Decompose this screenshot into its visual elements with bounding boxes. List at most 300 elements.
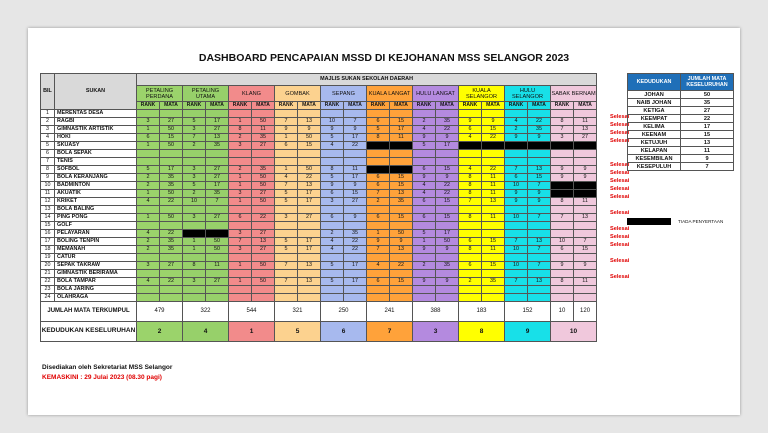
row-number: 10 [41, 182, 55, 190]
position-points: 9 [681, 155, 734, 163]
total-cell: 544 [229, 302, 275, 322]
rank-cell: 10 [505, 182, 528, 190]
status-label: Selesai [610, 274, 630, 280]
legend-label: TIADA PENYERTAAN [678, 219, 724, 224]
mata-cell: 27 [574, 134, 597, 142]
rank-header: RANK [413, 102, 436, 110]
mata-cell [298, 110, 321, 118]
mata-cell [298, 158, 321, 166]
mata-cell: 9 [436, 134, 459, 142]
mata-cell [482, 286, 505, 294]
no-entry-cell [367, 166, 390, 174]
sport-name: RAGBI [55, 118, 137, 126]
mata-cell: 11 [482, 182, 505, 190]
mata-cell [482, 254, 505, 262]
rank-cell [137, 270, 160, 278]
points-row [628, 139, 734, 147]
no-entry-cell [206, 230, 229, 238]
mata-cell [344, 254, 367, 262]
mata-cell [482, 158, 505, 166]
rank-cell: 5 [321, 134, 344, 142]
mata-cell [436, 206, 459, 214]
rank-cell [459, 294, 482, 302]
mata-cell [482, 294, 505, 302]
total-cell: 250 [321, 302, 367, 322]
rank-cell [321, 158, 344, 166]
mata-cell: 50 [436, 238, 459, 246]
district-header: PETALING PERDANA [137, 86, 183, 102]
rank-cell [505, 254, 528, 262]
mata-cell: 11 [390, 134, 413, 142]
rank-cell [551, 158, 574, 166]
rank-cell [551, 222, 574, 230]
rank-cell: 3 [229, 246, 252, 254]
rank-cell [183, 294, 206, 302]
row-number: 18 [41, 246, 55, 254]
mata-cell: 13 [390, 190, 413, 198]
mata-cell: 27 [252, 230, 275, 238]
no-entry-cell [574, 142, 597, 150]
mata-cell [528, 270, 551, 278]
rank-cell: 1 [229, 174, 252, 182]
rank-cell: 6 [321, 214, 344, 222]
row-number: 5 [41, 142, 55, 150]
row-number: 7 [41, 158, 55, 166]
mata-cell: 9 [574, 262, 597, 270]
mata-cell [206, 158, 229, 166]
rank-cell [413, 286, 436, 294]
rank-cell [275, 254, 298, 262]
mata-cell: 50 [298, 134, 321, 142]
mata-cell: 9 [344, 126, 367, 134]
mata-cell [160, 158, 183, 166]
position-name: KETUJUH [628, 139, 681, 147]
mata-cell [528, 206, 551, 214]
mata-cell: 22 [298, 174, 321, 182]
rank-cell [137, 222, 160, 230]
points-header: JUMLAH MATA KESELURUHAN [681, 74, 734, 91]
points-row [628, 163, 734, 171]
mata-cell: 11 [252, 126, 275, 134]
rank-cell [321, 294, 344, 302]
mata-header: MATA [298, 102, 321, 110]
mata-cell [574, 230, 597, 238]
mata-cell: 22 [528, 118, 551, 126]
row-number: 16 [41, 230, 55, 238]
rank-cell: 3 [183, 166, 206, 174]
mata-cell [436, 150, 459, 158]
rank-cell: 4 [505, 118, 528, 126]
rank-cell [551, 150, 574, 158]
rank-cell [183, 286, 206, 294]
mata-cell: 13 [528, 166, 551, 174]
no-entry-cell [528, 142, 551, 150]
legend-swatch [627, 218, 671, 225]
rank-cell: 4 [137, 230, 160, 238]
rank-cell [183, 150, 206, 158]
mata-header: MATA [436, 102, 459, 110]
mata-cell [482, 110, 505, 118]
rank-cell [275, 286, 298, 294]
table-row [41, 174, 597, 182]
mata-cell [528, 150, 551, 158]
mata-cell: 11 [482, 246, 505, 254]
position-name: KELIMA [628, 123, 681, 131]
rank-cell [137, 158, 160, 166]
page-title: DASHBOARD PENCAPAIAN MSSD DI KEJOHANAN MSS SELANGOR 2023 [198, 52, 570, 64]
position-name: KESEMBILAN [628, 155, 681, 163]
rank-cell [137, 294, 160, 302]
mata-cell [390, 270, 413, 278]
rank-cell: 6 [367, 278, 390, 286]
mata-cell [528, 222, 551, 230]
rank-cell: 3 [137, 262, 160, 270]
mata-cell: 27 [206, 214, 229, 222]
rank-cell: 8 [367, 134, 390, 142]
overall-rank-cell: 4 [183, 322, 229, 342]
mata-cell: 50 [252, 118, 275, 126]
rank-cell [183, 254, 206, 262]
mata-cell [298, 150, 321, 158]
rank-cell [229, 110, 252, 118]
table-row [41, 126, 597, 134]
mata-cell: 27 [206, 174, 229, 182]
mata-cell: 11 [482, 174, 505, 182]
mata-cell [160, 286, 183, 294]
mata-cell [528, 158, 551, 166]
sport-name: BOLING TENPIN [55, 238, 137, 246]
mata-cell: 35 [252, 166, 275, 174]
rank-cell: 6 [367, 118, 390, 126]
sport-name: AKUATIK [55, 190, 137, 198]
table-row [41, 166, 597, 174]
mata-cell: 35 [160, 174, 183, 182]
table-row [41, 110, 597, 118]
rank-cell: 7 [367, 190, 390, 198]
position-points: 7 [681, 163, 734, 171]
mata-cell: 9 [574, 174, 597, 182]
overall-rank-cell: 3 [413, 322, 459, 342]
position-points: 11 [681, 147, 734, 155]
mata-cell: 22 [436, 126, 459, 134]
points-row [628, 91, 734, 99]
mata-cell: 27 [160, 118, 183, 126]
mata-cell [390, 222, 413, 230]
mata-cell [160, 294, 183, 302]
row-number: 6 [41, 150, 55, 158]
mata-header: MATA [206, 102, 229, 110]
rank-cell: 6 [459, 126, 482, 134]
rank-cell: 6 [505, 174, 528, 182]
mata-cell [436, 110, 459, 118]
total-cell: 321 [275, 302, 321, 322]
mata-cell: 15 [298, 142, 321, 150]
total-cell: 322 [183, 302, 229, 322]
mata-cell [206, 150, 229, 158]
rank-cell: 1 [229, 198, 252, 206]
totals-label: JUMLAH MATA TERKUMPUL [41, 302, 137, 322]
mata-cell: 22 [160, 278, 183, 286]
rank-cell: 9 [413, 278, 436, 286]
rank-cell [413, 254, 436, 262]
mata-cell [160, 110, 183, 118]
rank-cell: 7 [229, 238, 252, 246]
mata-cell: 22 [160, 230, 183, 238]
mata-cell: 50 [160, 142, 183, 150]
rank-cell: 2 [183, 142, 206, 150]
sport-name: MEMANAH [55, 246, 137, 254]
no-entry-cell [367, 142, 390, 150]
mata-cell [344, 294, 367, 302]
overall-rank-cell: 7 [367, 322, 413, 342]
mata-cell: 13 [528, 238, 551, 246]
mata-cell [344, 110, 367, 118]
overall-rank-cell: 1 [229, 322, 275, 342]
mata-cell [252, 222, 275, 230]
mata-cell: 22 [390, 262, 413, 270]
rank-cell [505, 286, 528, 294]
rank-cell: 9 [413, 134, 436, 142]
sport-name: GIMNASTIK BERIRAMA [55, 270, 137, 278]
total-cell: 388 [413, 302, 459, 322]
points-row [628, 147, 734, 155]
mata-cell: 13 [298, 182, 321, 190]
rank-cell: 7 [275, 262, 298, 270]
status-label: Selesai [610, 242, 630, 248]
mata-cell: 17 [298, 246, 321, 254]
rank-header: RANK [229, 102, 252, 110]
rank-cell: 2 [137, 238, 160, 246]
rank-cell [367, 158, 390, 166]
mata-cell [344, 286, 367, 294]
rank-cell: 4 [459, 166, 482, 174]
rank-cell: 10 [505, 262, 528, 270]
sukan-header: SUKAN [55, 74, 137, 110]
mata-cell: 11 [482, 190, 505, 198]
sport-name: KRIKET [55, 198, 137, 206]
mata-cell [344, 270, 367, 278]
rank-cell [229, 222, 252, 230]
rank-cell: 5 [321, 262, 344, 270]
position-header: KEDUDUKAN [628, 74, 681, 91]
rank-cell [275, 270, 298, 278]
position-points: 13 [681, 139, 734, 147]
mata-cell: 50 [252, 262, 275, 270]
rank-cell [229, 294, 252, 302]
row-number: 11 [41, 190, 55, 198]
row-number: 12 [41, 198, 55, 206]
rank-cell [275, 158, 298, 166]
position-points: 50 [681, 91, 734, 99]
rank-cell: 7 [459, 198, 482, 206]
rank-cell: 3 [275, 214, 298, 222]
rank-cell [367, 294, 390, 302]
prepared-by: Disediakan oleh Sekretariat MSS Selangor [42, 364, 173, 371]
mata-cell [574, 270, 597, 278]
district-header: KUALA LANGAT [367, 86, 413, 102]
mata-cell: 50 [298, 166, 321, 174]
position-points: 35 [681, 99, 734, 107]
rank-cell: 5 [275, 198, 298, 206]
rank-header: RANK [275, 102, 298, 110]
mata-cell: 50 [252, 198, 275, 206]
mata-cell [252, 206, 275, 214]
rank-cell: 6 [275, 142, 298, 150]
mata-cell [528, 230, 551, 238]
mata-cell: 35 [160, 182, 183, 190]
status-label: Selesai [610, 194, 630, 200]
mata-cell [390, 286, 413, 294]
rank-cell: 3 [229, 190, 252, 198]
points-row [628, 131, 734, 139]
mata-cell: 50 [252, 182, 275, 190]
mata-cell [574, 206, 597, 214]
rank-cell: 1 [275, 134, 298, 142]
rank-cell [367, 206, 390, 214]
mata-cell: 9 [298, 126, 321, 134]
mata-cell [436, 294, 459, 302]
rank-cell: 10 [551, 238, 574, 246]
rank-cell: 3 [183, 174, 206, 182]
status-label: Selesai [610, 258, 630, 264]
mata-cell: 50 [160, 214, 183, 222]
rank-cell: 2 [137, 182, 160, 190]
mata-cell [574, 254, 597, 262]
mata-cell [436, 158, 459, 166]
mata-cell [160, 222, 183, 230]
rank-cell [459, 254, 482, 262]
rank-cell: 7 [551, 126, 574, 134]
rank-cell [551, 254, 574, 262]
mata-cell: 17 [160, 166, 183, 174]
row-number: 1 [41, 110, 55, 118]
rank-cell: 6 [367, 182, 390, 190]
mata-cell: 27 [252, 190, 275, 198]
mata-cell: 13 [252, 238, 275, 246]
mata-cell: 13 [206, 134, 229, 142]
mata-cell [206, 294, 229, 302]
rank-cell: 5 [321, 278, 344, 286]
rank-cell: 7 [505, 278, 528, 286]
mata-cell: 22 [482, 166, 505, 174]
row-number: 22 [41, 278, 55, 286]
rank-cell: 10 [321, 118, 344, 126]
mata-cell: 13 [528, 278, 551, 286]
table-row [41, 118, 597, 126]
rank-cell: 8 [459, 190, 482, 198]
mata-cell: 9 [344, 182, 367, 190]
rank-cell [505, 110, 528, 118]
rank-cell: 1 [229, 262, 252, 270]
mata-cell [574, 158, 597, 166]
rank-cell: 6 [137, 134, 160, 142]
overall-rank-cell: 6 [321, 322, 367, 342]
rank-cell [183, 206, 206, 214]
mata-cell: 17 [298, 238, 321, 246]
table-row [41, 230, 597, 238]
mata-cell: 17 [436, 230, 459, 238]
rank-cell [183, 110, 206, 118]
mata-cell [298, 230, 321, 238]
rank-cell: 6 [459, 262, 482, 270]
rank-cell: 6 [413, 214, 436, 222]
mata-cell: 35 [206, 142, 229, 150]
mata-cell [390, 294, 413, 302]
rank-cell: 4 [367, 262, 390, 270]
update-timestamp: KEMASKINI : 29 Julai 2023 (08.30 pagi) [42, 374, 162, 381]
mata-cell: 13 [298, 262, 321, 270]
sport-name: OLAHRAGA [55, 294, 137, 302]
total-cell: 241 [367, 302, 413, 322]
rank-cell [275, 206, 298, 214]
rank-cell: 4 [413, 182, 436, 190]
points-row [628, 155, 734, 163]
table-row [41, 158, 597, 166]
rank-cell [459, 270, 482, 278]
row-number: 9 [41, 174, 55, 182]
row-number: 8 [41, 166, 55, 174]
mata-cell [390, 158, 413, 166]
district-header: KLANG [229, 86, 275, 102]
mata-cell: 15 [436, 198, 459, 206]
rank-cell: 6 [229, 214, 252, 222]
mata-cell [252, 110, 275, 118]
district-header: HULU SELANGOR [505, 86, 551, 102]
mata-cell [482, 222, 505, 230]
rank-cell: 7 [367, 246, 390, 254]
rank-cell: 3 [229, 230, 252, 238]
rank-cell: 5 [367, 126, 390, 134]
no-entry-cell [390, 142, 413, 150]
rank-cell: 9 [459, 118, 482, 126]
rank-cell: 6 [413, 166, 436, 174]
mata-cell: 15 [436, 214, 459, 222]
mata-cell: 9 [528, 190, 551, 198]
rank-cell: 1 [229, 278, 252, 286]
rank-cell [321, 110, 344, 118]
rank-cell [551, 270, 574, 278]
mata-cell: 9 [482, 118, 505, 126]
rank-header: RANK [367, 102, 390, 110]
status-label: Selesai [610, 234, 630, 240]
rank-cell [551, 294, 574, 302]
rank-cell: 5 [183, 182, 206, 190]
mata-cell: 15 [482, 238, 505, 246]
rank-cell [505, 294, 528, 302]
mata-cell [528, 294, 551, 302]
sport-name: MERENTAS DESA [55, 110, 137, 118]
row-number: 21 [41, 270, 55, 278]
status-label: Selesai [610, 138, 630, 144]
rank-cell: 7 [275, 118, 298, 126]
sport-name: SKUASY [55, 142, 137, 150]
sport-name: BOLA KERANJANG [55, 174, 137, 182]
dashboard-slide [28, 28, 740, 415]
position-points: 22 [681, 115, 734, 123]
rank-cell [459, 206, 482, 214]
mata-cell: 15 [482, 126, 505, 134]
mata-cell [574, 294, 597, 302]
mata-header: MATA [482, 102, 505, 110]
sport-name: TENIS [55, 158, 137, 166]
district-header: HULU LANGAT [413, 86, 459, 102]
rank-cell: 4 [275, 174, 298, 182]
rank-cell [505, 150, 528, 158]
table-row [41, 134, 597, 142]
rank-cell: 8 [459, 246, 482, 254]
rank-cell [413, 150, 436, 158]
rank-cell [413, 222, 436, 230]
